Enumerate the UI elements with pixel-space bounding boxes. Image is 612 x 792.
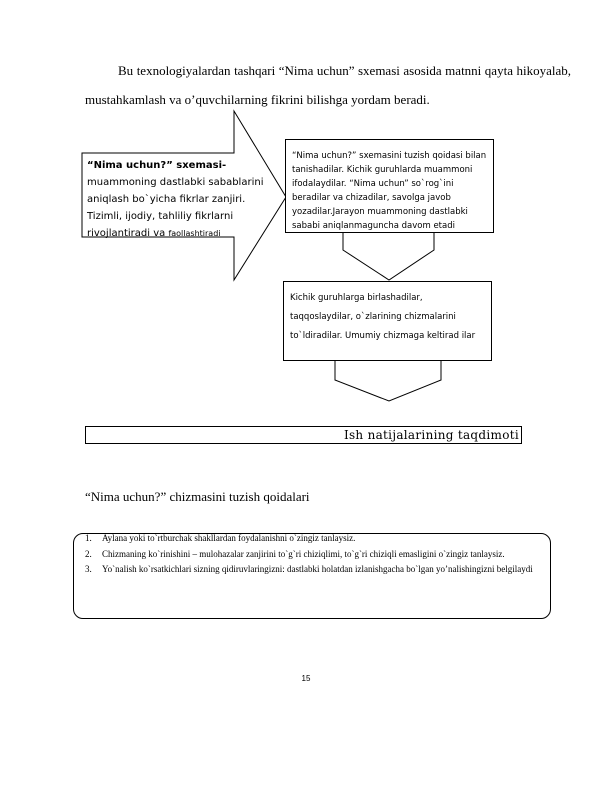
intro-text: Bu texnologiyalardan tashqari “Nima uchun” sxemasi asosida matnni qayta hikoyalab, mustahkamlash va o’quvchilarning fikrini bilishga yordam beradi. [85,63,571,107]
left-arrow-tail: faollashtiradi [168,229,221,238]
page-number: 15 [301,674,311,683]
group-work-box [283,281,492,361]
rule-text: Aylana yoki to`rtburchak shakllardan foydalanishni o`zingiz tanlaysiz. [102,533,356,543]
rules-list [85,531,553,578]
rule-text: Chizmaning ko`rinishini – mulohazalar zanjirini to`g`ri chiziqlimi, to`g`ri chiziqli emasligini o`zingiz tanlaysiz. [102,548,505,559]
rules-intro-box-text: “Nima uchun?” sxemasini tuzish qoidasi bilan tanishadilar. Kichik guruhlarda muammoni ifodalaydilar. “Nima uchun” so`rog`ini beradilar va chizadilar, savolga javob yozadilar.Jarayon muammoning dastlabki sababi aniqlanmaguncha davom etadi [292,151,487,231]
left-arrow-heading: “Nima uchun?” sxemasi- [87,160,227,171]
group-work-box-text: Kichik guruhlarga birlashadilar, taqqoslaydilar, o`zlarining chizmalarini to`ldiradilar. Umumiy chizmaga keltirad ilar [290,293,476,341]
rule-text: Yo`nalish ko`rsatkichlari sizning qidiruvlaringizni: dastlabki holatdan izlanishgacha bo`lgan yo’nalishingizni belgilaydi [102,564,533,574]
left-arrow-body: muammoning dastlabki sabablarini aniqlash bo`yicha fikrlar zanjiri. Tizimli, ijodiy, tahliliy fikrlarni rivojlantiradi va [87,177,264,239]
down-arrow-1 [343,232,434,280]
rule-item [85,531,553,547]
left-arrow-text [87,157,267,242]
results-presentation-bar: Ish natijalarining taqdimoti [85,426,522,444]
rules-section-title: “Nima uchun?” chizmasini tuzish qoidalari [85,489,310,504]
rule-item [85,562,553,578]
rule-number: 2. [85,548,92,559]
rule-item [85,547,553,563]
rules-intro-box [285,139,494,233]
rule-number: 1. [85,533,92,543]
rule-number: 3. [85,564,92,574]
